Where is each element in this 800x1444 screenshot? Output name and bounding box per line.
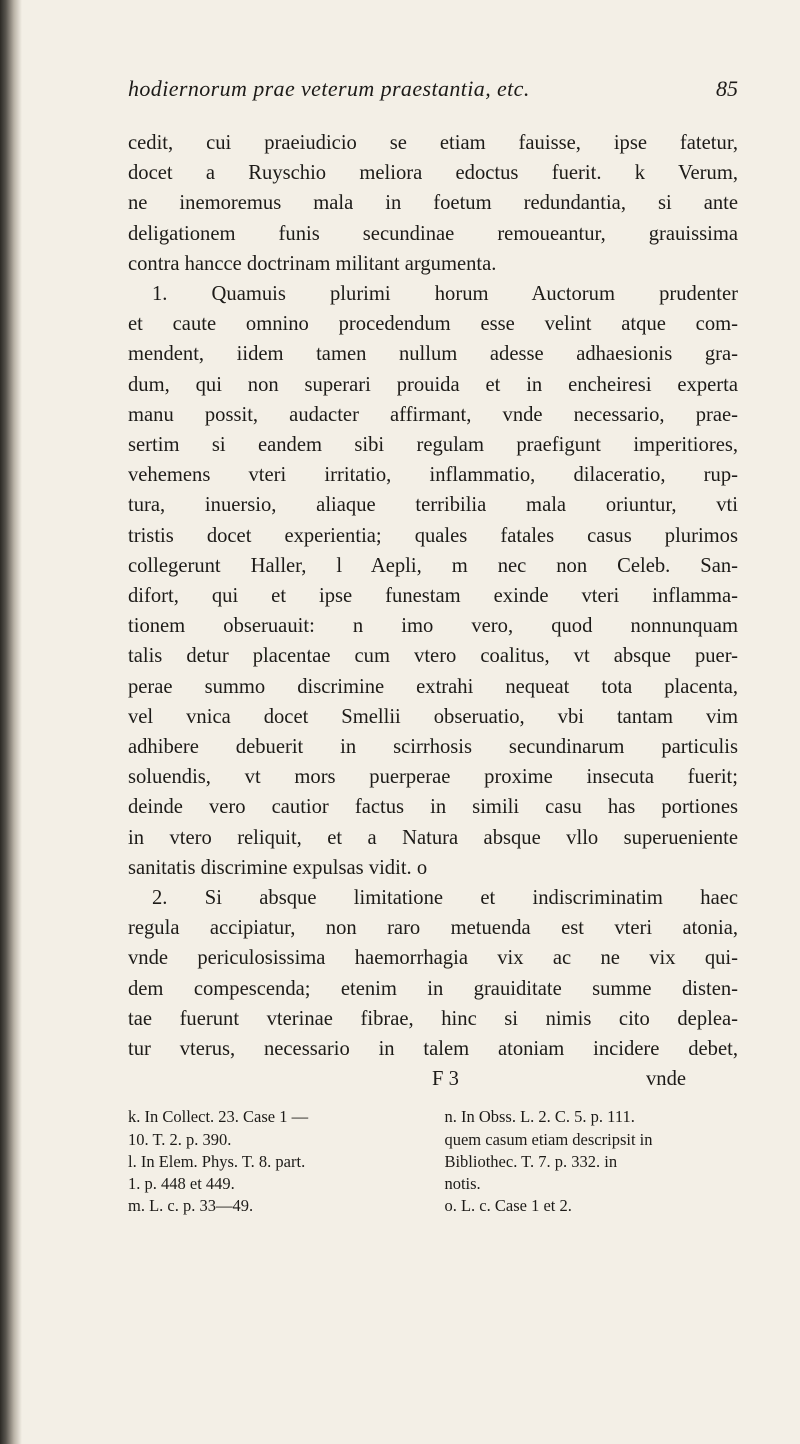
- text-line: dum, qui non superari prouida et in encheiresi experta: [128, 373, 738, 396]
- footnotes-right-column: [430, 1106, 738, 1217]
- text-line: vel vnica docet Smellii obseruatio, vbi tantam vim: [128, 705, 738, 728]
- footnote-line: k. In Collect. 23. Case 1 —: [128, 1107, 309, 1127]
- footnote-line: l. In Elem. Phys. T. 8. part.: [128, 1151, 306, 1171]
- text-line: adhibere debuerit in scirrhosis secundinarum particulis: [128, 736, 738, 759]
- footnote-line: o. L. c. Case 1 et 2.: [444, 1196, 572, 1216]
- book-page: [128, 76, 738, 1217]
- footnote-line: quem casum etiam descripsit in: [444, 1129, 653, 1149]
- text-line: tur vterus, necessario in talem atoniam incidere debet,: [128, 1038, 738, 1061]
- footnote-line: 10. T. 2. p. 390.: [128, 1129, 232, 1149]
- text-line: perae summo discrimine extrahi nequeat tota placenta,: [128, 675, 738, 698]
- page-number: 85: [716, 76, 738, 101]
- footnote-line: 1. p. 448 et 449.: [128, 1173, 235, 1193]
- text-line: 1. Quamuis plurimi horum Auctorum prudenter: [152, 283, 738, 306]
- text-line: talis detur placentae cum vtero coalitus, vt absque puer-: [128, 645, 738, 668]
- text-line: contra hancce doctrinam militant argumenta.: [128, 252, 497, 275]
- text-line: et caute omnino procedendum esse velint atque com-: [128, 313, 738, 336]
- text-line: sanitatis discrimine expulsas vidit. o: [128, 856, 428, 879]
- footnote-line: notis.: [444, 1173, 481, 1193]
- text-line: sertim si eandem sibi regulam praefigunt imperitiores,: [128, 434, 738, 457]
- book-binding-edge: [0, 0, 22, 1444]
- footnote-line: Bibliothec. T. 7. p. 332. in: [444, 1151, 618, 1171]
- text-line: tionem obseruauit: n imo vero, quod nonnunquam: [128, 615, 738, 638]
- text-line: in vtero reliquit, et a Natura absque vllo superueniente: [128, 826, 738, 849]
- main-text: [128, 128, 738, 1064]
- text-line: soluendis, vt mors puerperae proxime insecuta fuerit;: [128, 766, 738, 789]
- running-header: [128, 76, 738, 116]
- text-line: docet a Ruyschio meliora edoctus fuerit. k Verum,: [128, 162, 738, 185]
- catchword: vnde: [646, 1068, 687, 1091]
- text-line: deinde vero cautior factus in simili casu has portiones: [128, 796, 738, 819]
- text-line: tura, inuersio, aliaque terribilia mala oriuntur, vti: [128, 494, 738, 517]
- text-line: 2. Si absque limitatione et indiscriminatim haec: [152, 887, 738, 910]
- text-line: manu possit, audacter affirmant, vnde necessario, prae-: [128, 403, 738, 426]
- text-line: cedit, cui praeiudicio se etiam fauisse, ipse fatetur,: [128, 132, 738, 154]
- signature-mark: F 3: [432, 1068, 459, 1091]
- text-line: deligationem funis secundinae remoueantur, grauissima: [128, 222, 738, 245]
- catchline: [128, 1064, 738, 1094]
- text-line: vehemens vteri irritatio, inflammatio, dilaceratio, rup-: [128, 464, 738, 487]
- footnotes: [128, 1106, 738, 1217]
- text-line: dem compescenda; etenim in grauiditate summe disten-: [128, 977, 738, 1000]
- text-line: regula accipiatur, non raro metuenda est vteri atonia,: [128, 917, 738, 940]
- running-title: hodiernorum prae veterum praestantia, etc.: [128, 76, 530, 101]
- footnote-line: m. L. c. p. 33—49.: [128, 1196, 254, 1216]
- text-line: vnde periculosissima haemorrhagia vix ac ne vix qui-: [128, 947, 738, 970]
- text-line: tae fuerunt vterinae fibrae, hinc si nimis cito deplea-: [128, 1007, 738, 1030]
- text-line: collegerunt Haller, l Aepli, m nec non Celeb. San-: [128, 554, 738, 577]
- footnote-line: n. In Obss. L. 2. C. 5. p. 111.: [444, 1107, 635, 1127]
- text-line: tristis docet experientia; quales fatales casus plurimos: [128, 524, 738, 547]
- text-line: mendent, iidem tamen nullum adesse adhaesionis gra-: [128, 343, 738, 366]
- footnotes-left-column: [128, 1106, 430, 1217]
- text-line: ne inemoremus mala in foetum redundantia, si ante: [128, 192, 738, 215]
- text-line: difort, qui et ipse funestam exinde vteri inflamma-: [128, 585, 738, 608]
